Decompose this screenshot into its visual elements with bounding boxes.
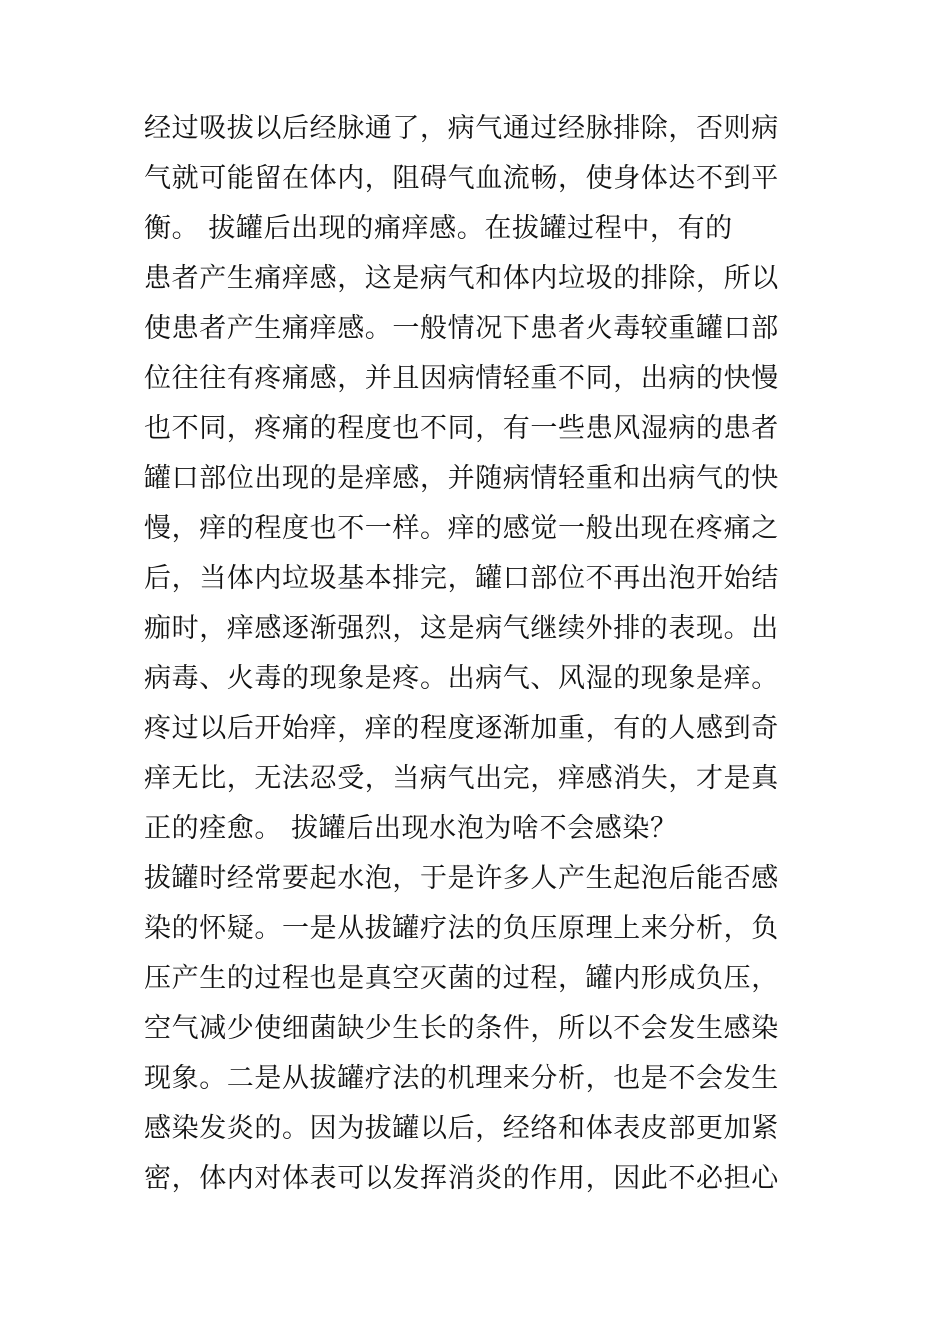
text-line: 感染发炎的。因为拔罐以后，经络和体表皮部更加紧 [144,1113,779,1144]
text-line: 痂时，痒感逐渐强烈，这是病气继续外排的表现。出 [144,613,779,644]
text-line: 压产生的过程也是真空灭菌的过程，罐内形成负压， [144,963,779,994]
text-line: 罐口部位出现的是痒感，并随病情轻重和出病气的快 [144,463,779,494]
text-line: 拔罐时经常要起水泡，于是许多人产生起泡后能否感 [144,863,779,894]
text-line: 慢，痒的程度也不一样。痒的感觉一般出现在疼痛之 [144,513,779,544]
text-line: 患者产生痛痒感，这是病气和体内垃圾的排除，所以 [144,263,779,294]
text-line: 后，当体内垃圾基本排完，罐口部位不再出泡开始结 [144,563,779,594]
text-line: 经过吸拔以后经脉通了，病气通过经脉排除，否则病 [144,113,779,144]
text-line: 现象。二是从拔罐疗法的机理来分析，也是不会发生 [144,1063,779,1094]
text-line: 也不同，疼痛的程度也不同，有一些患风湿病的患者 [144,413,779,444]
text-line: 衡。 拔罐后出现的痛痒感。在拔罐过程中，有的 [144,213,733,244]
text-line: 病毒、火毒的现象是疼。出病气、风湿的现象是痒。 [144,663,779,694]
text-line: 染的怀疑。一是从拔罐疗法的负压原理上来分析，负 [144,913,779,944]
text-line: 位往往有疼痛感，并且因病情轻重不同，出病的快慢 [144,363,779,394]
text-line: 正的痊愈。 拔罐后出现水泡为啥不会感染？ [144,813,678,844]
text-line: 疼过以后开始痒，痒的程度逐渐加重，有的人感到奇 [144,713,779,744]
text-line: 气就可能留在体内，阻碍气血流畅，使身体达不到平 [144,163,779,194]
text-line: 密，体内对体表可以发挥消炎的作用，因此不必担心 [144,1163,779,1194]
text-line: 空气减少使细菌缺少生长的条件，所以不会发生感染 [144,1013,779,1044]
text-line: 使患者产生痛痒感。一般情况下患者火毒较重罐口部 [144,313,779,344]
text-line: 痒无比，无法忍受，当病气出完，痒感消失，才是真 [144,763,779,794]
